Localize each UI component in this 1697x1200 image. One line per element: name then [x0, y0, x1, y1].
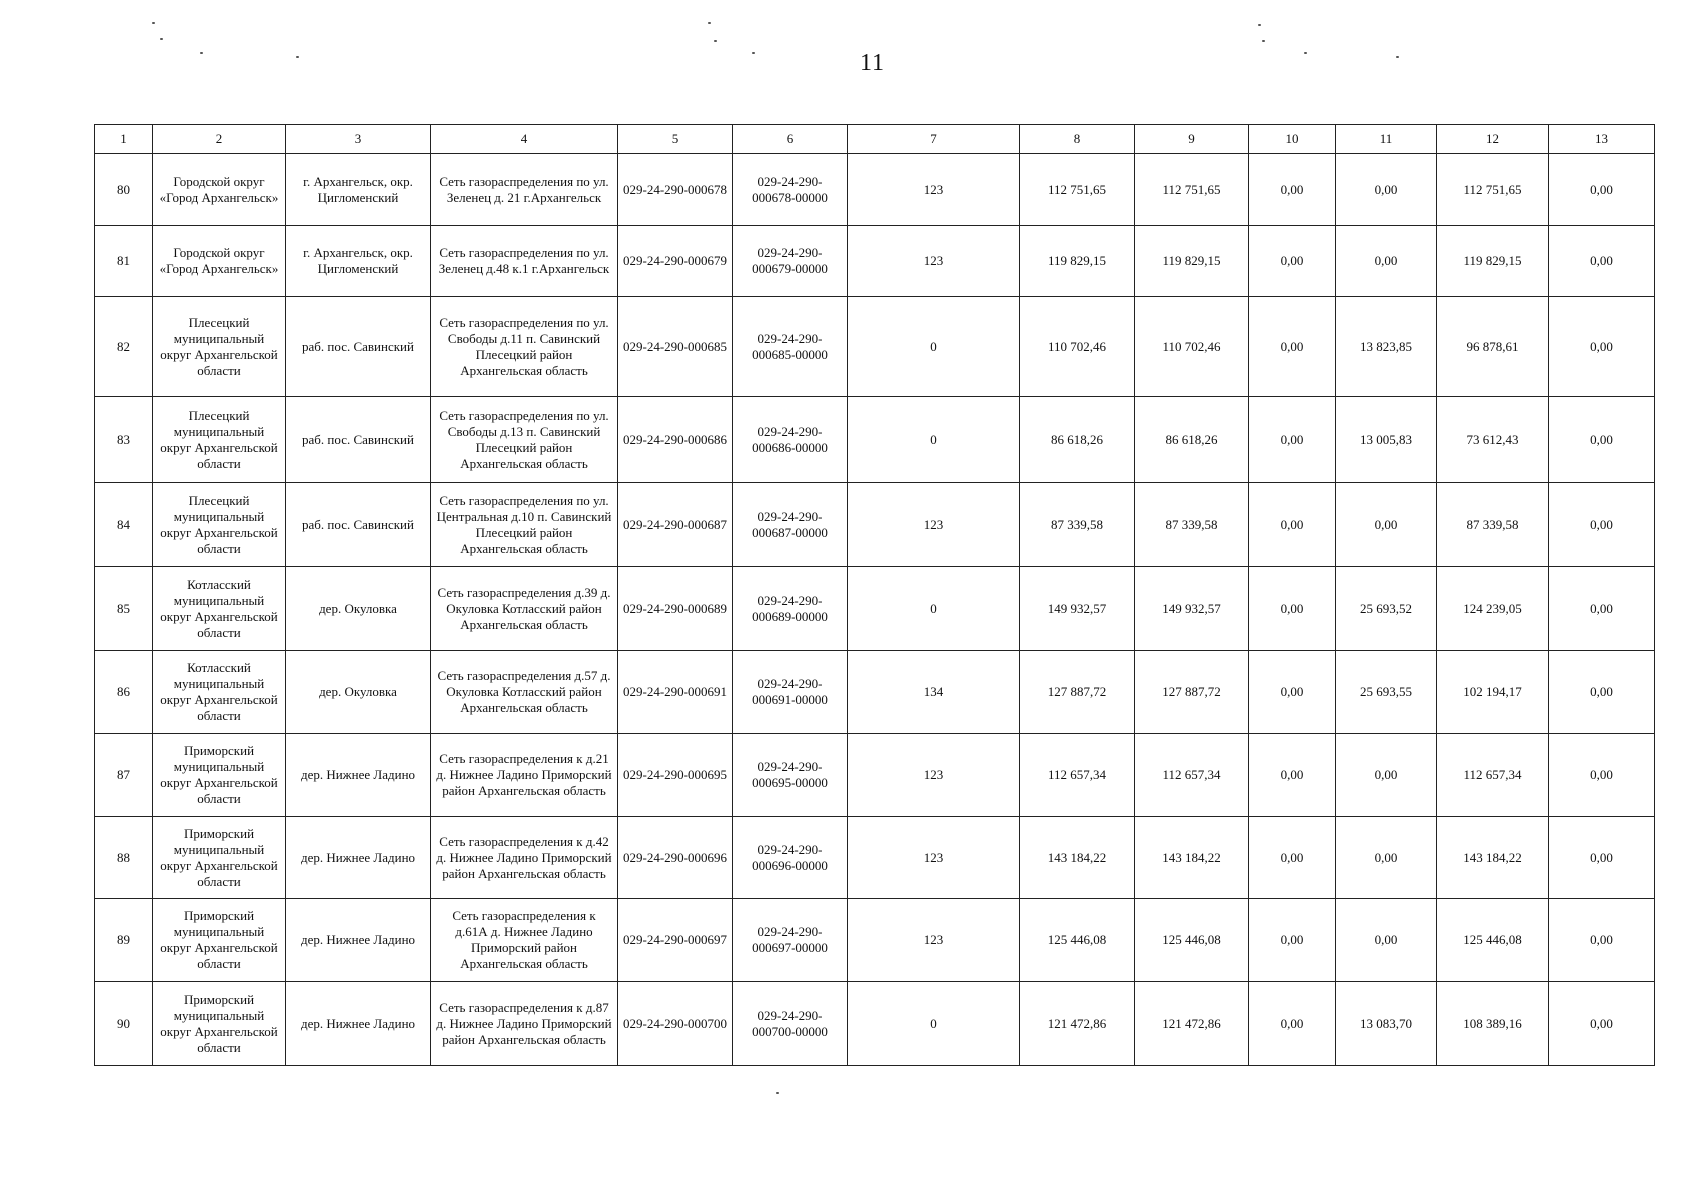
cell-cadastral-number: 029-24-290-000695 [618, 734, 733, 817]
cell-settlement: раб. пос. Савинский [286, 297, 431, 397]
cell-settlement: раб. пос. Савинский [286, 397, 431, 483]
cell-value-col7: 123 [848, 483, 1020, 567]
cell-registry-number: 029-24-290-000679-00000 [733, 226, 848, 297]
table-row [95, 982, 1655, 1066]
cell-value-col11: 0,00 [1336, 154, 1437, 226]
cell-value-col13: 0,00 [1549, 397, 1655, 483]
cell-value-col8: 86 618,26 [1020, 397, 1135, 483]
cell-value-col9: 149 932,57 [1135, 567, 1249, 651]
cell-value-col8: 127 887,72 [1020, 651, 1135, 734]
cell-value-col12: 112 751,65 [1437, 154, 1549, 226]
cell-row-number: 90 [95, 982, 153, 1066]
scan-speck [152, 22, 155, 24]
cell-value-col10: 0,00 [1249, 483, 1336, 567]
column-header-7: 7 [848, 125, 1020, 154]
cell-object-name: Сеть газораспределения к д.42 д. Нижнее Ладино Приморский район Архангельская область [431, 817, 618, 899]
cell-registry-number: 029-24-290-000685-00000 [733, 297, 848, 397]
cell-value-col13: 0,00 [1549, 734, 1655, 817]
table-row [95, 154, 1655, 226]
cell-row-number: 85 [95, 567, 153, 651]
cell-value-col11: 13 823,85 [1336, 297, 1437, 397]
cell-registry-number: 029-24-290-000697-00000 [733, 899, 848, 982]
cell-value-col8: 143 184,22 [1020, 817, 1135, 899]
scan-speck [708, 22, 711, 24]
table-row [95, 734, 1655, 817]
cell-value-col9: 119 829,15 [1135, 226, 1249, 297]
cell-municipality: Приморский муниципальный округ Архангельской области [153, 734, 286, 817]
cell-value-col8: 87 339,58 [1020, 483, 1135, 567]
cell-value-col9: 127 887,72 [1135, 651, 1249, 734]
column-header-5: 5 [618, 125, 733, 154]
cell-value-col11: 13 083,70 [1336, 982, 1437, 1066]
cell-value-col12: 73 612,43 [1437, 397, 1549, 483]
cell-municipality: Плесецкий муниципальный округ Архангельской области [153, 397, 286, 483]
cell-value-col9: 112 657,34 [1135, 734, 1249, 817]
cell-value-col11: 0,00 [1336, 817, 1437, 899]
cell-cadastral-number: 029-24-290-000685 [618, 297, 733, 397]
cell-value-col13: 0,00 [1549, 226, 1655, 297]
cell-value-col8: 112 751,65 [1020, 154, 1135, 226]
cell-value-col7: 0 [848, 297, 1020, 397]
cell-object-name: Сеть газораспределения к д.61А д. Нижнее Ладино Приморский район Архангельская область [431, 899, 618, 982]
cell-value-col13: 0,00 [1549, 297, 1655, 397]
cell-value-col11: 0,00 [1336, 899, 1437, 982]
column-header-4: 4 [431, 125, 618, 154]
cell-value-col8: 112 657,34 [1020, 734, 1135, 817]
cell-cadastral-number: 029-24-290-000700 [618, 982, 733, 1066]
cell-registry-number: 029-24-290-000689-00000 [733, 567, 848, 651]
cell-value-col11: 25 693,55 [1336, 651, 1437, 734]
cell-value-col13: 0,00 [1549, 651, 1655, 734]
cell-value-col8: 125 446,08 [1020, 899, 1135, 982]
cell-value-col13: 0,00 [1549, 982, 1655, 1066]
cell-value-col10: 0,00 [1249, 226, 1336, 297]
cell-cadastral-number: 029-24-290-000691 [618, 651, 733, 734]
cell-value-col11: 0,00 [1336, 734, 1437, 817]
cell-value-col7: 123 [848, 817, 1020, 899]
cell-value-col10: 0,00 [1249, 734, 1336, 817]
cell-value-col9: 86 618,26 [1135, 397, 1249, 483]
cell-row-number: 81 [95, 226, 153, 297]
cell-row-number: 83 [95, 397, 153, 483]
scan-speck [1262, 40, 1265, 42]
cell-value-col13: 0,00 [1549, 899, 1655, 982]
cell-row-number: 88 [95, 817, 153, 899]
cell-value-col9: 121 472,86 [1135, 982, 1249, 1066]
cell-value-col7: 123 [848, 154, 1020, 226]
cell-settlement: дер. Нижнее Ладино [286, 899, 431, 982]
cell-cadastral-number: 029-24-290-000687 [618, 483, 733, 567]
cell-row-number: 86 [95, 651, 153, 734]
cell-value-col10: 0,00 [1249, 397, 1336, 483]
scan-speck [714, 40, 717, 42]
cell-value-col13: 0,00 [1549, 567, 1655, 651]
cell-registry-number: 029-24-290-000696-00000 [733, 817, 848, 899]
table-row [95, 899, 1655, 982]
cell-municipality: Котласский муниципальный округ Архангельской области [153, 567, 286, 651]
cell-value-col9: 110 702,46 [1135, 297, 1249, 397]
column-header-1: 1 [95, 125, 153, 154]
cell-settlement: дер. Окуловка [286, 567, 431, 651]
cell-value-col7: 123 [848, 734, 1020, 817]
column-header-12: 12 [1437, 125, 1549, 154]
cell-value-col12: 125 446,08 [1437, 899, 1549, 982]
cell-value-col7: 134 [848, 651, 1020, 734]
cell-value-col9: 143 184,22 [1135, 817, 1249, 899]
cell-municipality: Котласский муниципальный округ Архангельской области [153, 651, 286, 734]
cell-value-col10: 0,00 [1249, 651, 1336, 734]
column-header-10: 10 [1249, 125, 1336, 154]
cell-value-col12: 102 194,17 [1437, 651, 1549, 734]
cell-registry-number: 029-24-290-000691-00000 [733, 651, 848, 734]
cell-object-name: Сеть газораспределения д.39 д. Окуловка Котласский район Архангельская область [431, 567, 618, 651]
cell-municipality: Городской округ «Город Архангельск» [153, 154, 286, 226]
cell-row-number: 87 [95, 734, 153, 817]
cell-registry-number: 029-24-290-000678-00000 [733, 154, 848, 226]
cell-object-name: Сеть газораспределения по ул. Зеленец д. 21 г.Архангельск [431, 154, 618, 226]
cell-settlement: дер. Нижнее Ладино [286, 817, 431, 899]
cell-registry-number: 029-24-290-000686-00000 [733, 397, 848, 483]
cell-value-col12: 119 829,15 [1437, 226, 1549, 297]
cell-registry-number: 029-24-290-000695-00000 [733, 734, 848, 817]
cell-object-name: Сеть газораспределения по ул. Свободы д.11 п. Савинский Плесецкий район Архангельская область [431, 297, 618, 397]
cell-value-col11: 0,00 [1336, 483, 1437, 567]
cell-value-col7: 0 [848, 567, 1020, 651]
cell-value-col9: 87 339,58 [1135, 483, 1249, 567]
table-body [95, 154, 1655, 1066]
cell-row-number: 89 [95, 899, 153, 982]
cell-municipality: Приморский муниципальный округ Архангельской области [153, 982, 286, 1066]
table-row [95, 567, 1655, 651]
cell-value-col7: 123 [848, 899, 1020, 982]
cell-registry-number: 029-24-290-000700-00000 [733, 982, 848, 1066]
cell-cadastral-number: 029-24-290-000686 [618, 397, 733, 483]
scan-speck [776, 1092, 779, 1094]
cell-value-col11: 13 005,83 [1336, 397, 1437, 483]
cell-cadastral-number: 029-24-290-000697 [618, 899, 733, 982]
cell-value-col8: 149 932,57 [1020, 567, 1135, 651]
cell-value-col12: 87 339,58 [1437, 483, 1549, 567]
cell-value-col9: 125 446,08 [1135, 899, 1249, 982]
cell-value-col11: 0,00 [1336, 226, 1437, 297]
cell-value-col10: 0,00 [1249, 297, 1336, 397]
cell-value-col10: 0,00 [1249, 899, 1336, 982]
cell-value-col7: 0 [848, 397, 1020, 483]
cell-value-col8: 119 829,15 [1020, 226, 1135, 297]
cell-settlement: дер. Нижнее Ладино [286, 734, 431, 817]
cell-value-col11: 25 693,52 [1336, 567, 1437, 651]
column-header-11: 11 [1336, 125, 1437, 154]
column-header-3: 3 [286, 125, 431, 154]
cell-settlement: дер. Окуловка [286, 651, 431, 734]
cell-value-col10: 0,00 [1249, 817, 1336, 899]
cell-object-name: Сеть газораспределения по ул. Зеленец д.48 к.1 г.Архангельск [431, 226, 618, 297]
cell-object-name: Сеть газораспределения к д.87 д. Нижнее Ладино Приморский район Архангельская область [431, 982, 618, 1066]
header-row [95, 125, 1655, 154]
cell-value-col12: 108 389,16 [1437, 982, 1549, 1066]
cell-cadastral-number: 029-24-290-000678 [618, 154, 733, 226]
cell-settlement: г. Архангельск, окр. Цигломенский [286, 226, 431, 297]
column-header-8: 8 [1020, 125, 1135, 154]
cell-row-number: 84 [95, 483, 153, 567]
table-row [95, 297, 1655, 397]
scan-speck [1258, 24, 1261, 26]
cell-cadastral-number: 029-24-290-000696 [618, 817, 733, 899]
cell-value-col12: 124 239,05 [1437, 567, 1549, 651]
cell-row-number: 80 [95, 154, 153, 226]
cell-municipality: Приморский муниципальный округ Архангельской области [153, 817, 286, 899]
column-header-9: 9 [1135, 125, 1249, 154]
cell-value-col12: 143 184,22 [1437, 817, 1549, 899]
table-row [95, 226, 1655, 297]
table-row [95, 397, 1655, 483]
column-header-6: 6 [733, 125, 848, 154]
cell-cadastral-number: 029-24-290-000689 [618, 567, 733, 651]
table-row [95, 651, 1655, 734]
cell-municipality: Приморский муниципальный округ Архангельской области [153, 899, 286, 982]
cell-value-col7: 0 [848, 982, 1020, 1066]
cell-value-col13: 0,00 [1549, 154, 1655, 226]
cell-object-name: Сеть газораспределения к д.21 д. Нижнее Ладино Приморский район Архангельская область [431, 734, 618, 817]
table-row [95, 817, 1655, 899]
cell-value-col10: 0,00 [1249, 154, 1336, 226]
page-number: 11 [859, 50, 886, 76]
cell-object-name: Сеть газораспределения по ул. Свободы д.13 п. Савинский Плесецкий район Архангельская область [431, 397, 618, 483]
table-row [95, 483, 1655, 567]
cell-value-col10: 0,00 [1249, 982, 1336, 1066]
cell-value-col10: 0,00 [1249, 567, 1336, 651]
cell-settlement: раб. пос. Савинский [286, 483, 431, 567]
cell-value-col12: 112 657,34 [1437, 734, 1549, 817]
cell-value-col13: 0,00 [1549, 483, 1655, 567]
document-table [94, 124, 1655, 1066]
cell-value-col13: 0,00 [1549, 817, 1655, 899]
scan-speck [160, 38, 163, 40]
cell-registry-number: 029-24-290-000687-00000 [733, 483, 848, 567]
cell-municipality: Плесецкий муниципальный округ Архангельской области [153, 483, 286, 567]
cell-row-number: 82 [95, 297, 153, 397]
cell-value-col7: 123 [848, 226, 1020, 297]
cell-value-col9: 112 751,65 [1135, 154, 1249, 226]
cell-value-col8: 110 702,46 [1020, 297, 1135, 397]
cell-value-col12: 96 878,61 [1437, 297, 1549, 397]
cell-settlement: дер. Нижнее Ладино [286, 982, 431, 1066]
column-header-2: 2 [153, 125, 286, 154]
cell-value-col8: 121 472,86 [1020, 982, 1135, 1066]
cell-object-name: Сеть газораспределения д.57 д. Окуловка Котласский район Архангельская область [431, 651, 618, 734]
cell-municipality: Плесецкий муниципальный округ Архангельской области [153, 297, 286, 397]
cell-settlement: г. Архангельск, окр. Цигломенский [286, 154, 431, 226]
cell-municipality: Городской округ «Город Архангельск» [153, 226, 286, 297]
column-header-13: 13 [1549, 125, 1655, 154]
cell-cadastral-number: 029-24-290-000679 [618, 226, 733, 297]
cell-object-name: Сеть газораспределения по ул. Центральная д.10 п. Савинский Плесецкий район Архангельская область [431, 483, 618, 567]
